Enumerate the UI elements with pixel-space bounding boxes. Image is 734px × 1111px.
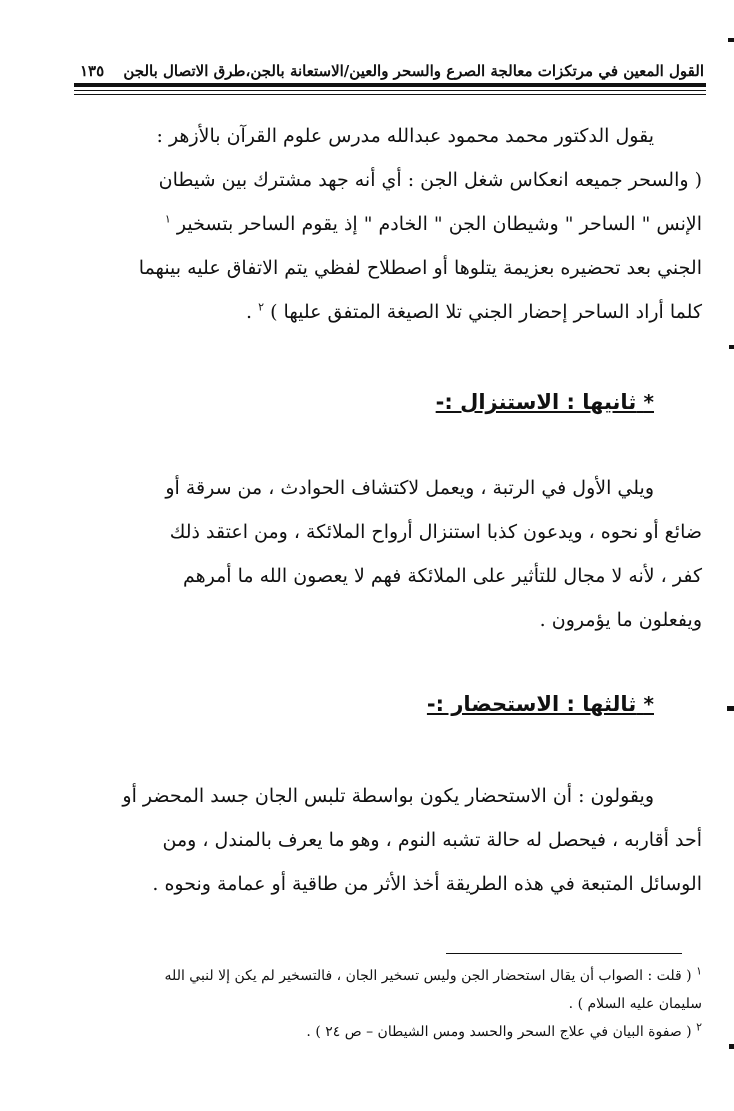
paragraph-line: كفر ، لأنه لا مجال للتأثير على الملائكة فهم لا يعصون الله ما أمرهم [182,565,702,587]
star-bullet: * [643,390,654,414]
paragraph-line: ويفعلون ما يؤمرون . [539,609,702,631]
star-bullet: * [643,692,654,716]
paragraph-line [96,202,702,246]
paragraph-line: ويلي الأول في الرتبة ، ويعمل لاكتشاف الحوادث ، من سرقة أو [165,477,654,499]
header-title: القول المعين في مرتكزات معالجة الصرع والسحر والعين/الاستعانة بالجن،طرق الاتصال بالجن [123,62,704,80]
footnote-text: ( قلت : الصواب أن يقال استحضار الجن وليس تسخير الجان ، فالتسخير لم يكن إلا لنبي الله [164,968,692,984]
paragraph-1 [96,114,702,334]
running-header [74,52,704,80]
footnote-ref[interactable]: ١ [164,212,171,226]
end-mark: . [246,301,253,323]
heading-text: ثانيها : الاستنزال :- [435,390,637,414]
footnote-1 [80,962,702,990]
paragraph-text: الإنس " الساحر " وشيطان الجن " الخادم " إذ يقوم الساحر بتسخير [176,213,702,235]
paragraph-line [96,290,702,334]
scan-edge-mark [729,1044,734,1049]
paragraph-3 [96,774,702,906]
heading-text: ثالثها : الاستحضار :- [426,692,637,716]
footnote-separator [446,953,682,954]
footnote-2 [80,1018,702,1046]
paragraph-2 [96,466,702,642]
footnote-number: ٢ [696,1020,702,1034]
page-number: ١٣٥ [80,62,105,80]
footnote-number: ١ [696,964,702,978]
footnote-1-continuation: سليمان عليه السلام ) . [568,996,702,1012]
header-rule-thin-2 [74,94,706,95]
scan-edge-mark [729,345,734,349]
scan-edge-mark [728,38,734,42]
paragraph-line: الوسائل المتبعة في هذه الطريقة أخذ الأثر من طاقية أو عمامة ونحوه . [152,873,702,895]
scan-edge-mark [727,706,734,711]
section-heading-2 [436,390,654,414]
paragraph-line: أحد أقاربه ، فيحصل له حالة تشبه النوم ، وهو ما يعرف بالمندل ، ومن [162,829,702,851]
footnotes [80,962,702,1046]
paragraph-line: يقول الدكتور محمد محمود عبدالله مدرس علوم القرآن بالأزهر : [156,125,654,147]
paragraph-line: ويقولون : أن الاستحضار يكون بواسطة تلبس الجان جسد المحضر أو [122,785,654,807]
footnote-ref[interactable]: ٢ [258,300,265,314]
section-heading-3 [427,692,654,716]
header-rule-thin [74,90,706,91]
paragraph-line: ( والسحر جميعه انعكاس شغل الجن : أي أنه جهد مشترك بين شيطان [158,169,702,191]
paragraph-text: كلما أراد الساحر إحضار الجني تلا الصيغة المتفق عليها ) [270,301,702,323]
paragraph-line: ضائع أو نحوه ، ويدعون كذبا استنزال أرواح الملائكة ، ومن اعتقد ذلك [169,521,702,543]
footnote-text: ( صفوة البيان في علاج السحر والحسد ومس الشيطان – ص ٢٤ ) . [306,1024,692,1040]
header-rule-thick [74,83,706,87]
paragraph-line: الجني بعد تحضيره بعزيمة يتلوها أو اصطلاح لفظي يتم الاتفاق عليه بينهما [138,257,702,279]
